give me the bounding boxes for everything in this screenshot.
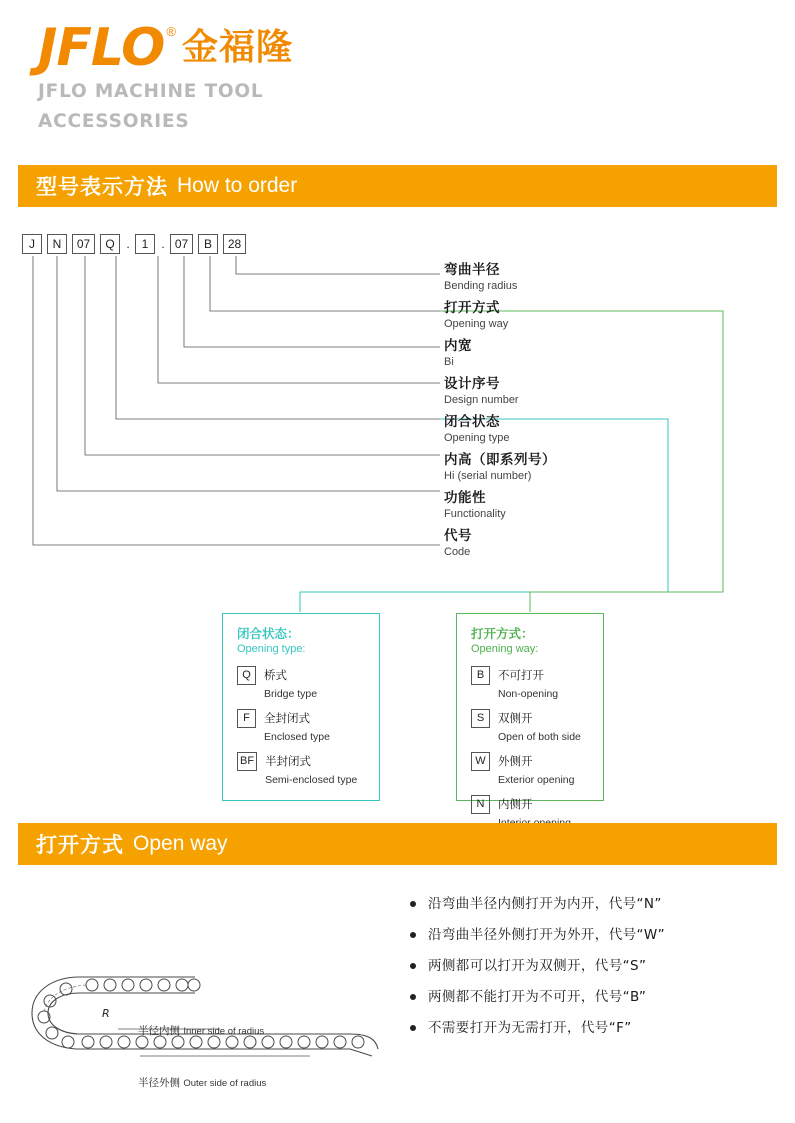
- list-item: [410, 988, 770, 1006]
- legend-entry-text: [264, 666, 317, 702]
- legend-entry-exterior-opening: [471, 752, 589, 788]
- callout-opening-way: [444, 300, 744, 331]
- legend-entry-text: [498, 666, 558, 702]
- callout-cn: 闭合状态: [444, 414, 500, 430]
- callout-design-number: [444, 376, 744, 407]
- logo-subtitle-line1: JFLO MACHINE TOOL: [38, 81, 264, 102]
- legend-text-cn: 内侧开: [498, 797, 533, 811]
- outer-side-cn: 半径外侧: [138, 1077, 180, 1089]
- list-item: [410, 895, 770, 913]
- logo-latin-text: JFLO: [38, 18, 165, 78]
- callout-en: Code: [444, 546, 471, 558]
- inner-side-en: Inner side of radius: [183, 1026, 265, 1037]
- bullet-dot-icon: [410, 1025, 416, 1031]
- code-box-2: N: [47, 234, 67, 254]
- legend-text-en: Semi-enclosed type: [265, 774, 358, 786]
- legend-opening-way: [456, 613, 604, 811]
- code-box-3: 07: [72, 234, 95, 254]
- legend-entry-non-opening: [471, 666, 589, 702]
- callout-functionality: [444, 490, 744, 521]
- bullet-dot-icon: [410, 963, 416, 969]
- list-item: [410, 926, 770, 944]
- legend-key-box: Q: [237, 666, 256, 685]
- code-box-7: B: [198, 234, 218, 254]
- inner-side-label: [138, 1023, 264, 1038]
- bullet-dot-icon: [410, 901, 416, 907]
- legend-entry-text: [498, 709, 581, 745]
- bullet-text: 两侧都不能打开为不可开，代号“B”: [428, 989, 647, 1005]
- legend-entry-text: [498, 752, 574, 788]
- legend-entry-enclosed-type: [237, 709, 365, 745]
- logo-wordmark-row: [38, 18, 438, 78]
- callout-en: Opening way: [444, 318, 509, 330]
- legend-entry-text: [264, 709, 330, 745]
- code-box-6: 07: [170, 234, 193, 254]
- section-title-cn: 打开方式: [36, 833, 124, 857]
- code-separator-2: .: [161, 237, 165, 251]
- bullet-text: 沿弯曲半径内侧打开为内开，代号“N”: [428, 896, 662, 912]
- callout-cn: 打开方式: [444, 300, 500, 316]
- radius-label: R: [102, 1007, 110, 1020]
- callout-label-list: [444, 262, 744, 566]
- code-box-4: Q: [100, 234, 120, 254]
- section-title-cn: 型号表示方法: [36, 175, 168, 199]
- legend-key-box: F: [237, 709, 256, 728]
- callout-en: Design number: [444, 394, 519, 406]
- callout-bending-radius: [444, 262, 744, 293]
- logo-chinese-text: 金福隆: [181, 27, 293, 68]
- callout-opening-type: [444, 414, 744, 445]
- legend-key-box: N: [471, 795, 490, 814]
- legend-title-cn: 打开方式：: [471, 626, 534, 641]
- section-title-en: Open way: [133, 832, 228, 855]
- callout-code: [444, 528, 744, 559]
- legend-title-en: Opening type:: [237, 643, 306, 655]
- legend-text-en: Open of both side: [498, 731, 581, 743]
- bullet-text: 不需要打开为无需打开，代号“F”: [428, 1020, 632, 1036]
- open-way-bullet-list: [410, 895, 770, 1050]
- callout-inner-height: [444, 452, 744, 483]
- section-header-open-way: [18, 823, 777, 865]
- callout-cn: 弯曲半径: [444, 262, 500, 278]
- legend-key-box: B: [471, 666, 490, 685]
- bullet-text: 两侧都可以打开为双侧开，代号“S”: [428, 958, 647, 974]
- legend-title-cn: 闭合状态：: [237, 626, 300, 641]
- code-box-1: J: [22, 234, 42, 254]
- callout-en: Bending radius: [444, 280, 518, 292]
- legend-text-en: Exterior opening: [498, 774, 575, 786]
- code-box-5: 1: [135, 234, 155, 254]
- legend-text-cn: 双侧开: [498, 711, 533, 725]
- callout-cn: 功能性: [444, 490, 486, 506]
- callout-cn: 设计序号: [444, 376, 500, 392]
- section-title-en: How to order: [177, 174, 298, 197]
- legend-text-en: Non-opening: [498, 688, 559, 700]
- callout-en: Functionality: [444, 508, 506, 520]
- legend-text-cn: 全封闭式: [264, 711, 310, 725]
- code-box-8: 28: [223, 234, 246, 254]
- registered-trademark-icon: ®: [166, 24, 176, 39]
- code-separator-1: .: [126, 237, 130, 251]
- callout-cn: 内高（即系列号）: [444, 452, 556, 468]
- section-header-how-to-order: [18, 165, 777, 207]
- legend-entry-bridge-type: [237, 666, 365, 702]
- legend-text-cn: 不可打开: [498, 668, 544, 682]
- list-item: [410, 957, 770, 975]
- legend-entry-both-side: [471, 709, 589, 745]
- list-item: [410, 1019, 770, 1037]
- cable-chain-illustration: [20, 955, 390, 1105]
- callout-cn: 代号: [444, 528, 472, 544]
- legend-text-en: Bridge type: [264, 688, 318, 700]
- legend-key-box: S: [471, 709, 490, 728]
- bullet-text: 沿弯曲半径外侧打开为外开，代号“W”: [428, 927, 666, 943]
- legend-text-cn: 桥式: [264, 668, 287, 682]
- callout-cn: 内宽: [444, 338, 472, 354]
- callout-en: Bi: [444, 356, 454, 368]
- bullet-dot-icon: [410, 932, 416, 938]
- legend-text-cn: 外侧开: [498, 754, 533, 768]
- legend-text-cn: 半封闭式: [265, 754, 312, 768]
- legend-key-box: BF: [237, 752, 257, 771]
- logo-subtitle-line2: ACCESSORIES: [38, 111, 190, 132]
- outer-side-en: Outer side of radius: [183, 1078, 267, 1089]
- legend-entry-text: [265, 752, 357, 788]
- legend-title-en: Opening way:: [471, 643, 539, 655]
- outer-side-label: [138, 1075, 266, 1090]
- legend-entry-semi-enclosed-type: [237, 752, 365, 788]
- legend-key-box: W: [471, 752, 490, 771]
- callout-en: Hi (serial number): [444, 470, 532, 482]
- legend-opening-type: [222, 613, 380, 801]
- legend-text-en: Enclosed type: [264, 731, 330, 743]
- bullet-dot-icon: [410, 994, 416, 1000]
- brand-logo: [38, 18, 438, 134]
- inner-side-cn: 半径内侧: [138, 1025, 180, 1037]
- callout-inner-width: [444, 338, 744, 369]
- callout-en: Opening type: [444, 432, 510, 444]
- model-code-string: [22, 234, 251, 254]
